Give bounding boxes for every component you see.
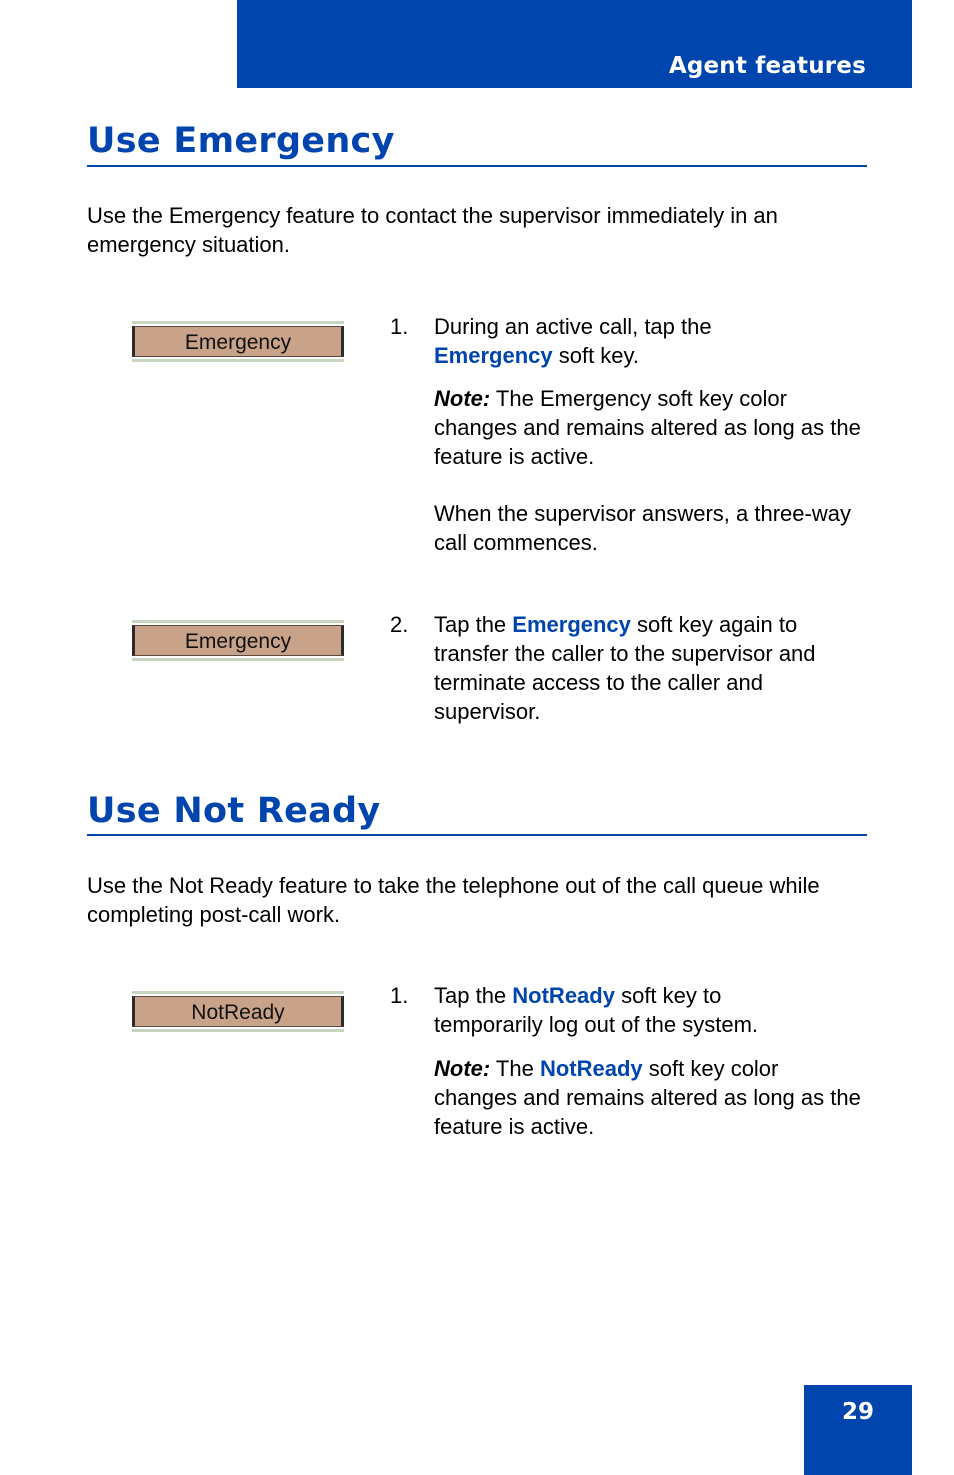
softkey-name: Emergency [434, 343, 553, 368]
section-rule [87, 834, 867, 836]
step-text: Tap the [434, 612, 513, 637]
softkey-name: NotReady [539, 1056, 643, 1081]
notready-note [434, 1054, 866, 1141]
step-text: During an active call, tap the [434, 314, 712, 339]
chapter-title: Agent features [668, 53, 866, 79]
emergency-note [434, 384, 866, 471]
step-text: soft key again to transfer the caller to the supervisor and terminate access to the caller and supervisor. [434, 612, 816, 724]
step-number: 2. [390, 612, 409, 637]
section-title-not-ready: Use Not Ready [87, 791, 381, 831]
note-text: soft key color changes and remains altered as long as the feature is active. [434, 1056, 861, 1139]
emergency-step-1 [434, 312, 874, 370]
notready-intro: Use the Not Ready feature to take the telephone out of the call queue while completing post-call work. [87, 873, 820, 927]
step-text: soft key to temporarily log out of the system. [434, 983, 759, 1037]
emergency-softkey-image [132, 620, 344, 661]
softkey-label: Emergency [132, 326, 344, 357]
softkey-name: Emergency [512, 612, 631, 637]
page-number: 29 [841, 1399, 874, 1425]
softkey-name: NotReady [512, 983, 615, 1008]
note-text: The [490, 1056, 540, 1081]
section-title-emergency: Use Emergency [87, 121, 395, 161]
step-number: 1. [390, 983, 409, 1008]
emergency-followup: When the supervisor answers, a three-way call commences. [434, 501, 851, 555]
note-label: Note: [434, 1056, 491, 1081]
note-label: Note: [434, 386, 491, 411]
emergency-softkey-image [132, 321, 344, 362]
step-number: 1. [390, 314, 409, 339]
header-bar [237, 0, 912, 88]
step-text: soft key. [552, 343, 640, 368]
notready-step-1 [434, 981, 834, 1039]
section-rule [87, 165, 867, 167]
emergency-intro: Use the Emergency feature to contact the supervisor immediately in an emergency situation. [87, 203, 778, 257]
softkey-label: NotReady [132, 996, 344, 1027]
step-text: Tap the [434, 983, 513, 1008]
notready-softkey-image [132, 991, 344, 1032]
page-number-box [804, 1385, 912, 1475]
softkey-label: Emergency [132, 625, 344, 656]
note-text: The Emergency soft key color changes and remains altered as long as the feature is active. [434, 386, 861, 469]
emergency-step-2 [434, 610, 859, 726]
